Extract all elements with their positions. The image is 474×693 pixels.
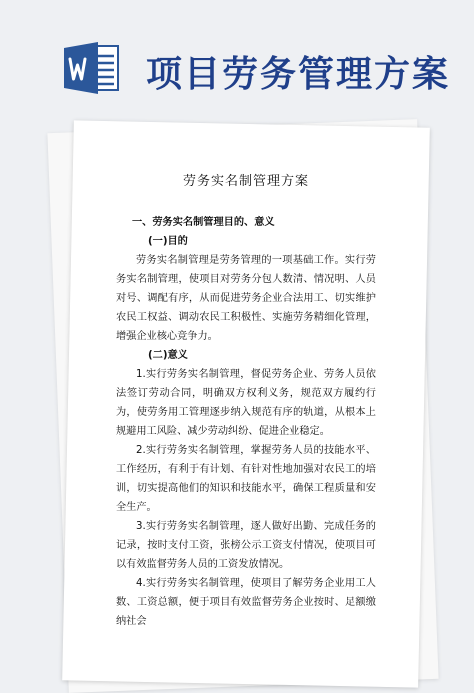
banner-header [0,0,474,108]
significance-point-2: 2.实行劳务实名制管理，掌握劳务人员的技能水平、工作经历，有利于有计划、有针对性地加强对农民工的培训，切实提高他们的知识和技能水平，确保工程质量和安全生产。 [116,445,376,513]
word-icon [62,38,122,98]
significance-point-4: 4.实行劳务实名制管理，使项目了解劳务企业用工人数、工资总额，便于项目有效监督劳务企业按时、足额缴纳社会 [116,578,376,627]
section-heading: 一、劳务实名制管理目的、意义 [132,217,275,228]
significance-point-3: 3.实行劳务实名制管理，逐人做好出勤、完成任务的记录，按时支付工资，张榜公示工资支付情况，使项目可以有效监督劳务人员的工资发放情况。 [116,521,376,570]
significance-point-1: 1.实行劳务实名制管理，督促劳务企业、劳务人员依法签订劳动合同，明确双方权利义务，规范双方履约行为，使劳务用工管理逐步纳入规范有序的轨道，从根本上规避用工风险、减少劳动纠纷、促进企业稳定。 [116,369,376,437]
banner-title: 项目劳务管理方案 [146,54,451,95]
purpose-paragraph: 劳务实名制管理是劳务管理的一项基础工作。实行劳务实名制管理，使项目对劳务分包人数清、情况明、人员对号、调配有序，从而促进劳务企业合法用工、切实维护农民工权益、调动农民工积极性、实施劳务精细化管理，增强企业核心竞争力。 [116,255,376,342]
document-title: 劳务实名制管理方案 [182,174,309,189]
purpose-heading: (一)目的 [148,236,188,247]
significance-heading: (二)意义 [148,350,188,361]
document-content [116,160,376,631]
